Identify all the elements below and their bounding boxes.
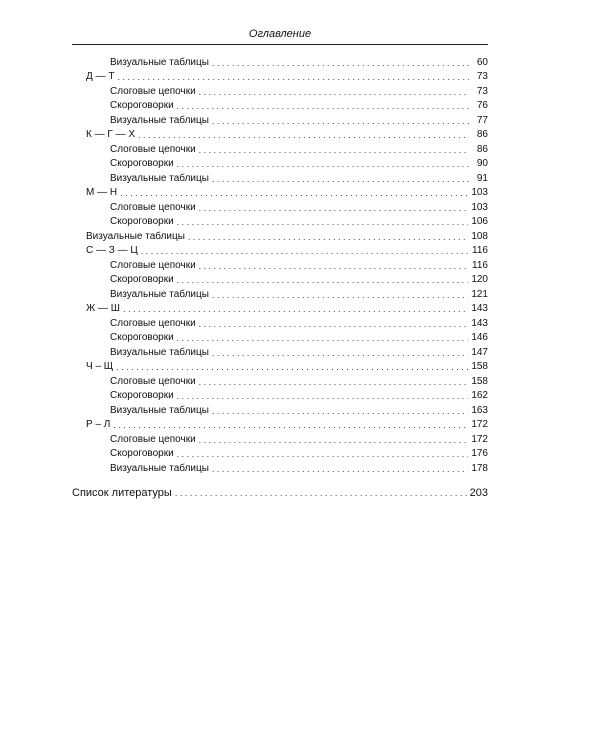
toc-entry-title: Слоговые цепочки (110, 259, 196, 271)
toc-entry-page: 203 (469, 486, 488, 499)
toc-dot-leader (199, 318, 469, 330)
toc-dot-leader (199, 202, 469, 214)
toc-entry-page: 146 (471, 332, 488, 343)
toc-entry-title: Слоговые цепочки (110, 143, 196, 155)
toc-entry-title: Скороговорки (110, 100, 174, 111)
toc-dot-leader (177, 390, 469, 402)
toc-entry-page: 103 (471, 187, 488, 198)
toc-entry-title: Скороговорки (110, 274, 174, 285)
toc-entry-title: Визуальные таблицы (110, 346, 209, 358)
toc-entry-title: Слоговые цепочки (110, 201, 196, 213)
toc-entry (72, 286, 488, 301)
toc-dot-leader (177, 216, 469, 228)
toc-dot-leader (116, 361, 468, 373)
toc-dot-leader (212, 115, 469, 127)
toc-dot-leader (212, 57, 469, 69)
toc-dot-leader (177, 274, 469, 286)
toc-entry-title: Ч – Щ (86, 361, 114, 372)
toc-dot-leader (212, 405, 468, 417)
toc-entry (72, 141, 488, 156)
toc-entry (72, 373, 488, 388)
toc-entry (72, 475, 488, 499)
toc-entry-title: Визуальные таблицы (110, 172, 209, 184)
toc-entry (72, 243, 488, 258)
toc-entry-page: 172 (471, 433, 488, 445)
toc-entry-title: Визуальные таблицы (86, 230, 185, 242)
toc-entry (72, 301, 488, 316)
toc-entry-page: 172 (471, 419, 488, 430)
toc-dot-leader (199, 434, 469, 446)
toc-entry (72, 54, 488, 69)
toc-entry (72, 330, 488, 345)
toc-entry-page: 121 (471, 288, 488, 300)
toc-entry-title: Визуальные таблицы (110, 56, 209, 68)
toc-entry-page: 147 (471, 346, 488, 358)
toc-entry-title: Р – Л (86, 419, 111, 430)
toc-entry (72, 214, 488, 229)
toc-entry-title: Слоговые цепочки (110, 433, 196, 445)
toc-entry-title: Слоговые цепочки (110, 375, 196, 387)
toc-entry-title: М — Н (86, 187, 118, 198)
toc-dot-leader (123, 303, 468, 315)
header-rule (72, 44, 488, 45)
toc-entry (72, 315, 488, 330)
toc-entry (72, 112, 488, 127)
toc-entry-title: Д — Т (86, 71, 115, 82)
toc-entry (72, 185, 488, 200)
toc-entry (72, 199, 488, 214)
toc-dot-leader (175, 487, 467, 499)
toc-entry (72, 402, 488, 417)
toc-entry-title: Визуальные таблицы (110, 114, 209, 126)
toc-dot-leader (138, 129, 469, 141)
toc-entry-page: 90 (476, 158, 488, 169)
toc-entry-page: 77 (476, 114, 488, 126)
toc-entry-title: С — З — Ц (86, 245, 138, 256)
table-of-contents (72, 54, 488, 499)
toc-entry (72, 460, 488, 475)
toc-entry-page: 162 (471, 390, 488, 401)
toc-dot-leader (212, 463, 468, 475)
toc-dot-leader (177, 448, 469, 460)
toc-entry-page: 120 (471, 274, 488, 285)
toc-dot-leader (117, 71, 469, 83)
toc-entry-title: Визуальные таблицы (110, 404, 209, 416)
toc-entry-page: 178 (471, 462, 488, 474)
toc-dot-leader (177, 100, 469, 112)
toc-entry (72, 156, 488, 171)
toc-entry-page: 163 (471, 404, 488, 416)
toc-entry-title: Скороговорки (110, 332, 174, 343)
toc-entry-page: 116 (472, 245, 488, 256)
toc-entry-page: 76 (476, 100, 488, 111)
toc-dot-leader (177, 158, 469, 170)
toc-entry-page: 158 (471, 375, 488, 387)
toc-dot-leader (188, 231, 468, 243)
toc-entry (72, 127, 488, 142)
toc-dot-leader (120, 187, 468, 199)
toc-dot-leader (141, 245, 469, 257)
toc-entry (72, 344, 488, 359)
toc-dot-leader (177, 332, 469, 344)
toc-entry-page: 143 (471, 317, 488, 329)
toc-entry-title: Слоговые цепочки (110, 85, 196, 97)
toc-entry (72, 359, 488, 374)
toc-entry (72, 83, 488, 98)
toc-entry-title: Ж — Ш (86, 303, 120, 314)
toc-entry-page: 60 (476, 56, 488, 68)
toc-entry-page: 176 (471, 448, 488, 459)
toc-entry-title: Визуальные таблицы (110, 462, 209, 474)
toc-entry-title: К — Г — Х (86, 129, 136, 140)
toc-entry (72, 257, 488, 272)
toc-dot-leader (212, 289, 468, 301)
toc-entry-title: Скороговорки (110, 390, 174, 401)
toc-entry-page: 86 (476, 143, 488, 155)
toc-entry (72, 228, 488, 243)
toc-entry-page: 158 (471, 361, 488, 372)
toc-entry-page: 116 (472, 259, 488, 271)
toc-dot-leader (212, 347, 468, 359)
toc-entry-page: 86 (476, 129, 488, 140)
toc-dot-leader (199, 86, 469, 98)
toc-entry (72, 170, 488, 185)
toc-dot-leader (199, 260, 469, 272)
page-header: Оглавление (248, 28, 312, 40)
toc-entry-title: Список литературы (72, 486, 172, 499)
toc-entry (72, 98, 488, 113)
toc-entry-page: 73 (476, 85, 488, 97)
toc-entry-page: 143 (471, 303, 488, 314)
toc-entry-page: 91 (476, 172, 488, 184)
toc-entry (72, 388, 488, 403)
toc-entry-title: Слоговые цепочки (110, 317, 196, 329)
toc-entry (72, 69, 488, 84)
toc-dot-leader (199, 144, 469, 156)
toc-entry-title: Визуальные таблицы (110, 288, 209, 300)
toc-entry-title: Скороговорки (110, 158, 174, 169)
toc-entry (72, 446, 488, 461)
toc-entry-title: Скороговорки (110, 216, 174, 227)
toc-entry-page: 73 (476, 71, 488, 82)
toc-entry-title: Скороговорки (110, 448, 174, 459)
toc-entry (72, 417, 488, 432)
toc-entry (72, 431, 488, 446)
toc-entry-page: 106 (471, 216, 488, 227)
toc-dot-leader (113, 419, 468, 431)
toc-dot-leader (199, 376, 469, 388)
toc-entry-page: 108 (471, 230, 488, 242)
toc-dot-leader (212, 173, 469, 185)
toc-entry (72, 272, 488, 287)
toc-entry-page: 103 (471, 201, 488, 213)
